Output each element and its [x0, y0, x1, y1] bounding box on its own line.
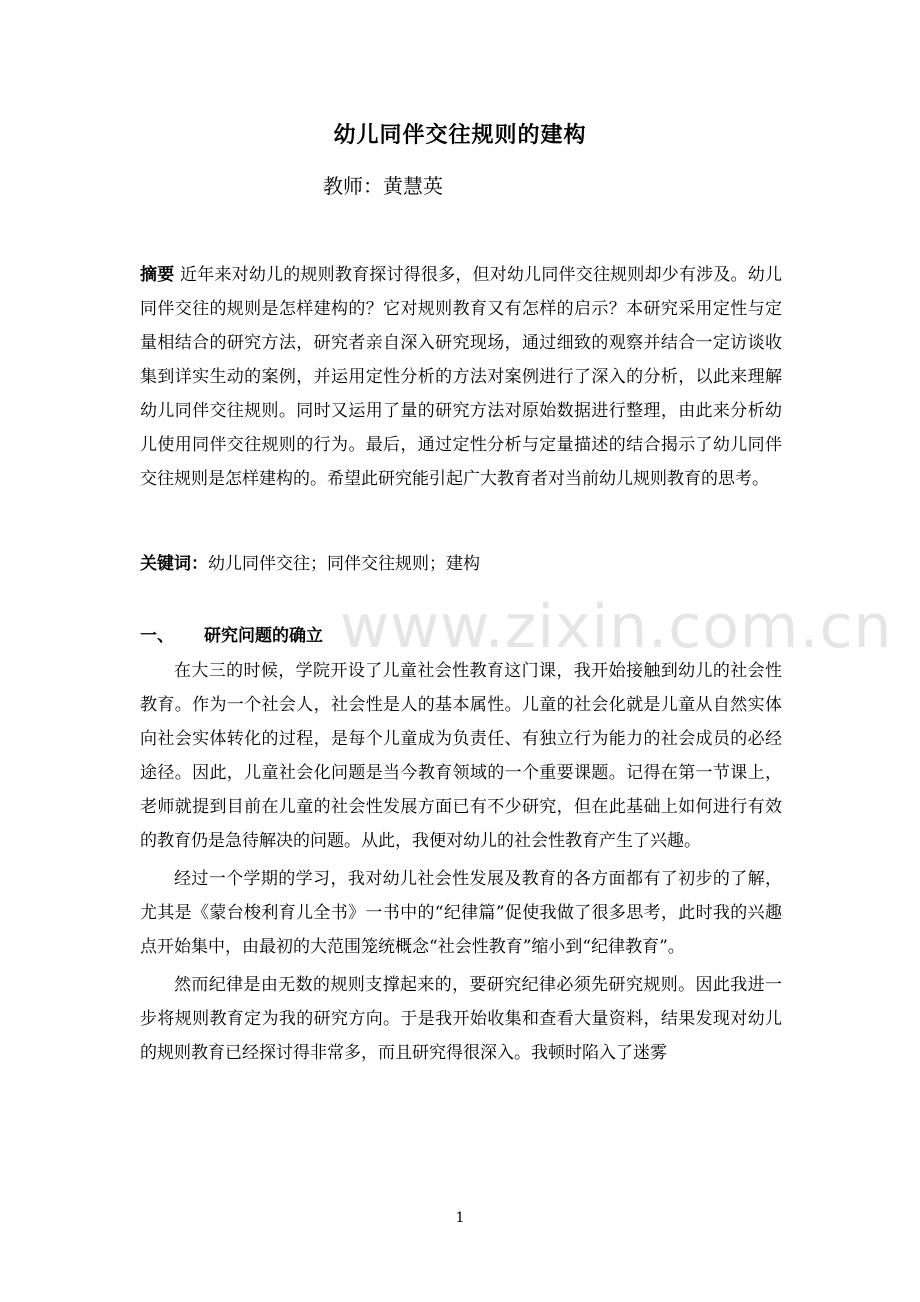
author-line: 教师：黄慧英 [323, 174, 443, 198]
body-paragraph-3: 然而纪律是由无数的规则支撑起来的，要研究纪律必须先研究规则。因此我进一步将规则教育定为我的研究方向。于是我开始收集和查看大量资料，结果发现对幼儿的规则教育已经探讨得非常多，而且研究得很深入。我顿时陷入了迷雾 [140, 975, 782, 1063]
document-title: 幼儿同伴交往规则的建构 [333, 123, 587, 148]
watermark: www.zixin.com.cn [340, 592, 893, 662]
abstract-text: 近年来对幼儿的规则教育探讨得很多，但对幼儿同伴交往规则却少有涉及。幼儿同伴交往的规则是怎样建构的？它对规则教育又有怎样的启示？本研究采用定性与定量相结合的研究方法，研究者亲自深入研究现场，通过细致的观察并结合一定访谈收集到详实生动的案例，并运用定性分析的方法对案例进行了深入的分析，以此来理解幼儿同伴交往规则。同时又运用了量的研究方法对原始数据进行整理，由此来分析幼儿使用同伴交往规则的行为。最后，通过定性分析与定量描述的结合揭示了幼儿同伴交往规则是怎样建构的。希望此研究能引起广大教育者对当前幼儿规则教育的思考。 [140, 265, 783, 489]
abstract-label: 摘要 [140, 265, 175, 285]
section-number: 一、 [140, 626, 174, 646]
section-title: 研究问题的确立 [204, 626, 323, 646]
keywords-line [140, 547, 782, 581]
page-number: 1 [455, 1210, 465, 1226]
keywords-text: 幼儿同伴交往；同伴交往规则；建构 [208, 554, 480, 574]
section-body [140, 654, 782, 1074]
section-heading [140, 621, 323, 646]
body-paragraph-1: 在大三的时候，学院开设了儿童社会性教育这门课，我开始接触到幼儿的社会性教育。作为一个社会人，社会性是人的基本属性。儿童的社会化就是儿童从自然实体向社会实体转化的过程，是每个儿童成为负责任、有独立行为能力的社会成员的必经途径。因此，儿童社会化问题是当今教育领域的一个重要课题。记得在第一节课上，老师就提到目前在儿童的社会性发展方面已有不少研究，但在此基础上如何进行有效的教育仍是急待解决的问题。从此，我便对幼儿的社会性教育产生了兴趣。 [140, 661, 782, 851]
body-paragraph-2: 经过一个学期的学习，我对幼儿社会性发展及教育的各方面都有了初步的了解，尤其是《蒙台梭利育儿全书》一书中的“纪律篇”促使我做了很多思考，此时我的兴趣点开始集中，由最初的大范围笼统概念“社会性教育”缩小到“纪律教育”。 [140, 869, 782, 957]
abstract-paragraph [140, 258, 782, 496]
keywords-label: 关键词： [140, 554, 208, 574]
